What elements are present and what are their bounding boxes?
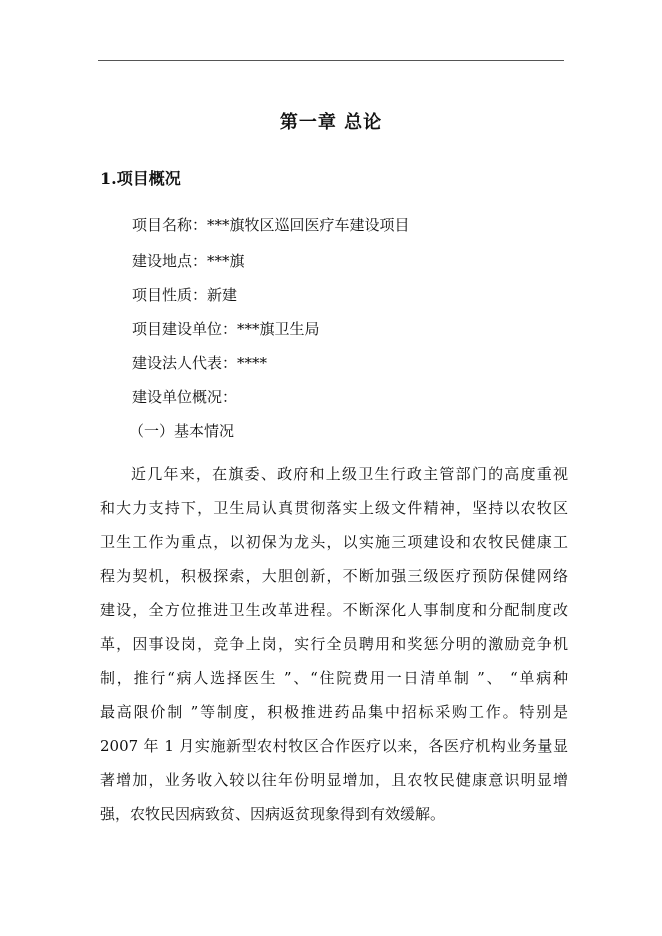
body-paragraph: [100, 457, 568, 831]
paragraph-line: 最高限价制 ”等制度，积极推进药品集中招标采购工作。特别是: [100, 703, 568, 721]
construction-unit-line: 项目建设单位：***旗卫生局: [132, 320, 320, 338]
paragraph-line: 和大力支持下，卫生局认真贯彻落实上级文件精神，坚持以农牧区: [100, 499, 568, 517]
paragraph-line: 卫生工作为重点，以初保为龙头，以实施三项建设和农牧民健康工: [100, 533, 568, 551]
legal-representative-line: 建设法人代表：****: [132, 354, 268, 372]
paragraph-line: 制，推行“病人选择医生 ”、“住院费用一日清单制 ”、 “单病种: [100, 669, 568, 687]
project-name-line: 项目名称：***旗牧区巡回医疗车建设项目: [132, 216, 410, 234]
section-heading: 1.项目概况: [100, 169, 181, 188]
paragraph-line: 著增加，业务收入较以往年份明显增加，且农牧民健康意识明显增: [100, 771, 568, 789]
paragraph-line: 近几年来，在旗委、政府和上级卫生行政主管部门的高度重视: [131, 465, 568, 483]
paragraph-line: 2007 年 1 月实施新型农村牧区合作医疗以来，各医疗机构业务量显: [100, 737, 568, 755]
paragraph-line: 建设，全方位推进卫生改革进程。不断深化人事制度和分配制度改: [100, 601, 568, 619]
header-rule: [98, 60, 564, 61]
chapter-title: 第一章 总论: [279, 112, 383, 133]
construction-site-line: 建设地点：***旗: [132, 252, 245, 270]
unit-overview-line: 建设单位概况：: [132, 388, 238, 406]
paragraph-line: 强，农牧民因病致贫、因病返贫现象得到有效缓解。: [100, 805, 446, 823]
paragraph-line: 程为契机，积极探索，大胆创新，不断加强三级医疗预防保健网络: [100, 567, 568, 585]
paragraph-line: 革，因事设岗，竞争上岗，实行全员聘用和奖惩分明的激励竞争机: [100, 635, 568, 653]
subsection-heading: （一）基本情况: [129, 422, 235, 440]
project-nature-line: 项目性质：新建: [132, 286, 238, 304]
